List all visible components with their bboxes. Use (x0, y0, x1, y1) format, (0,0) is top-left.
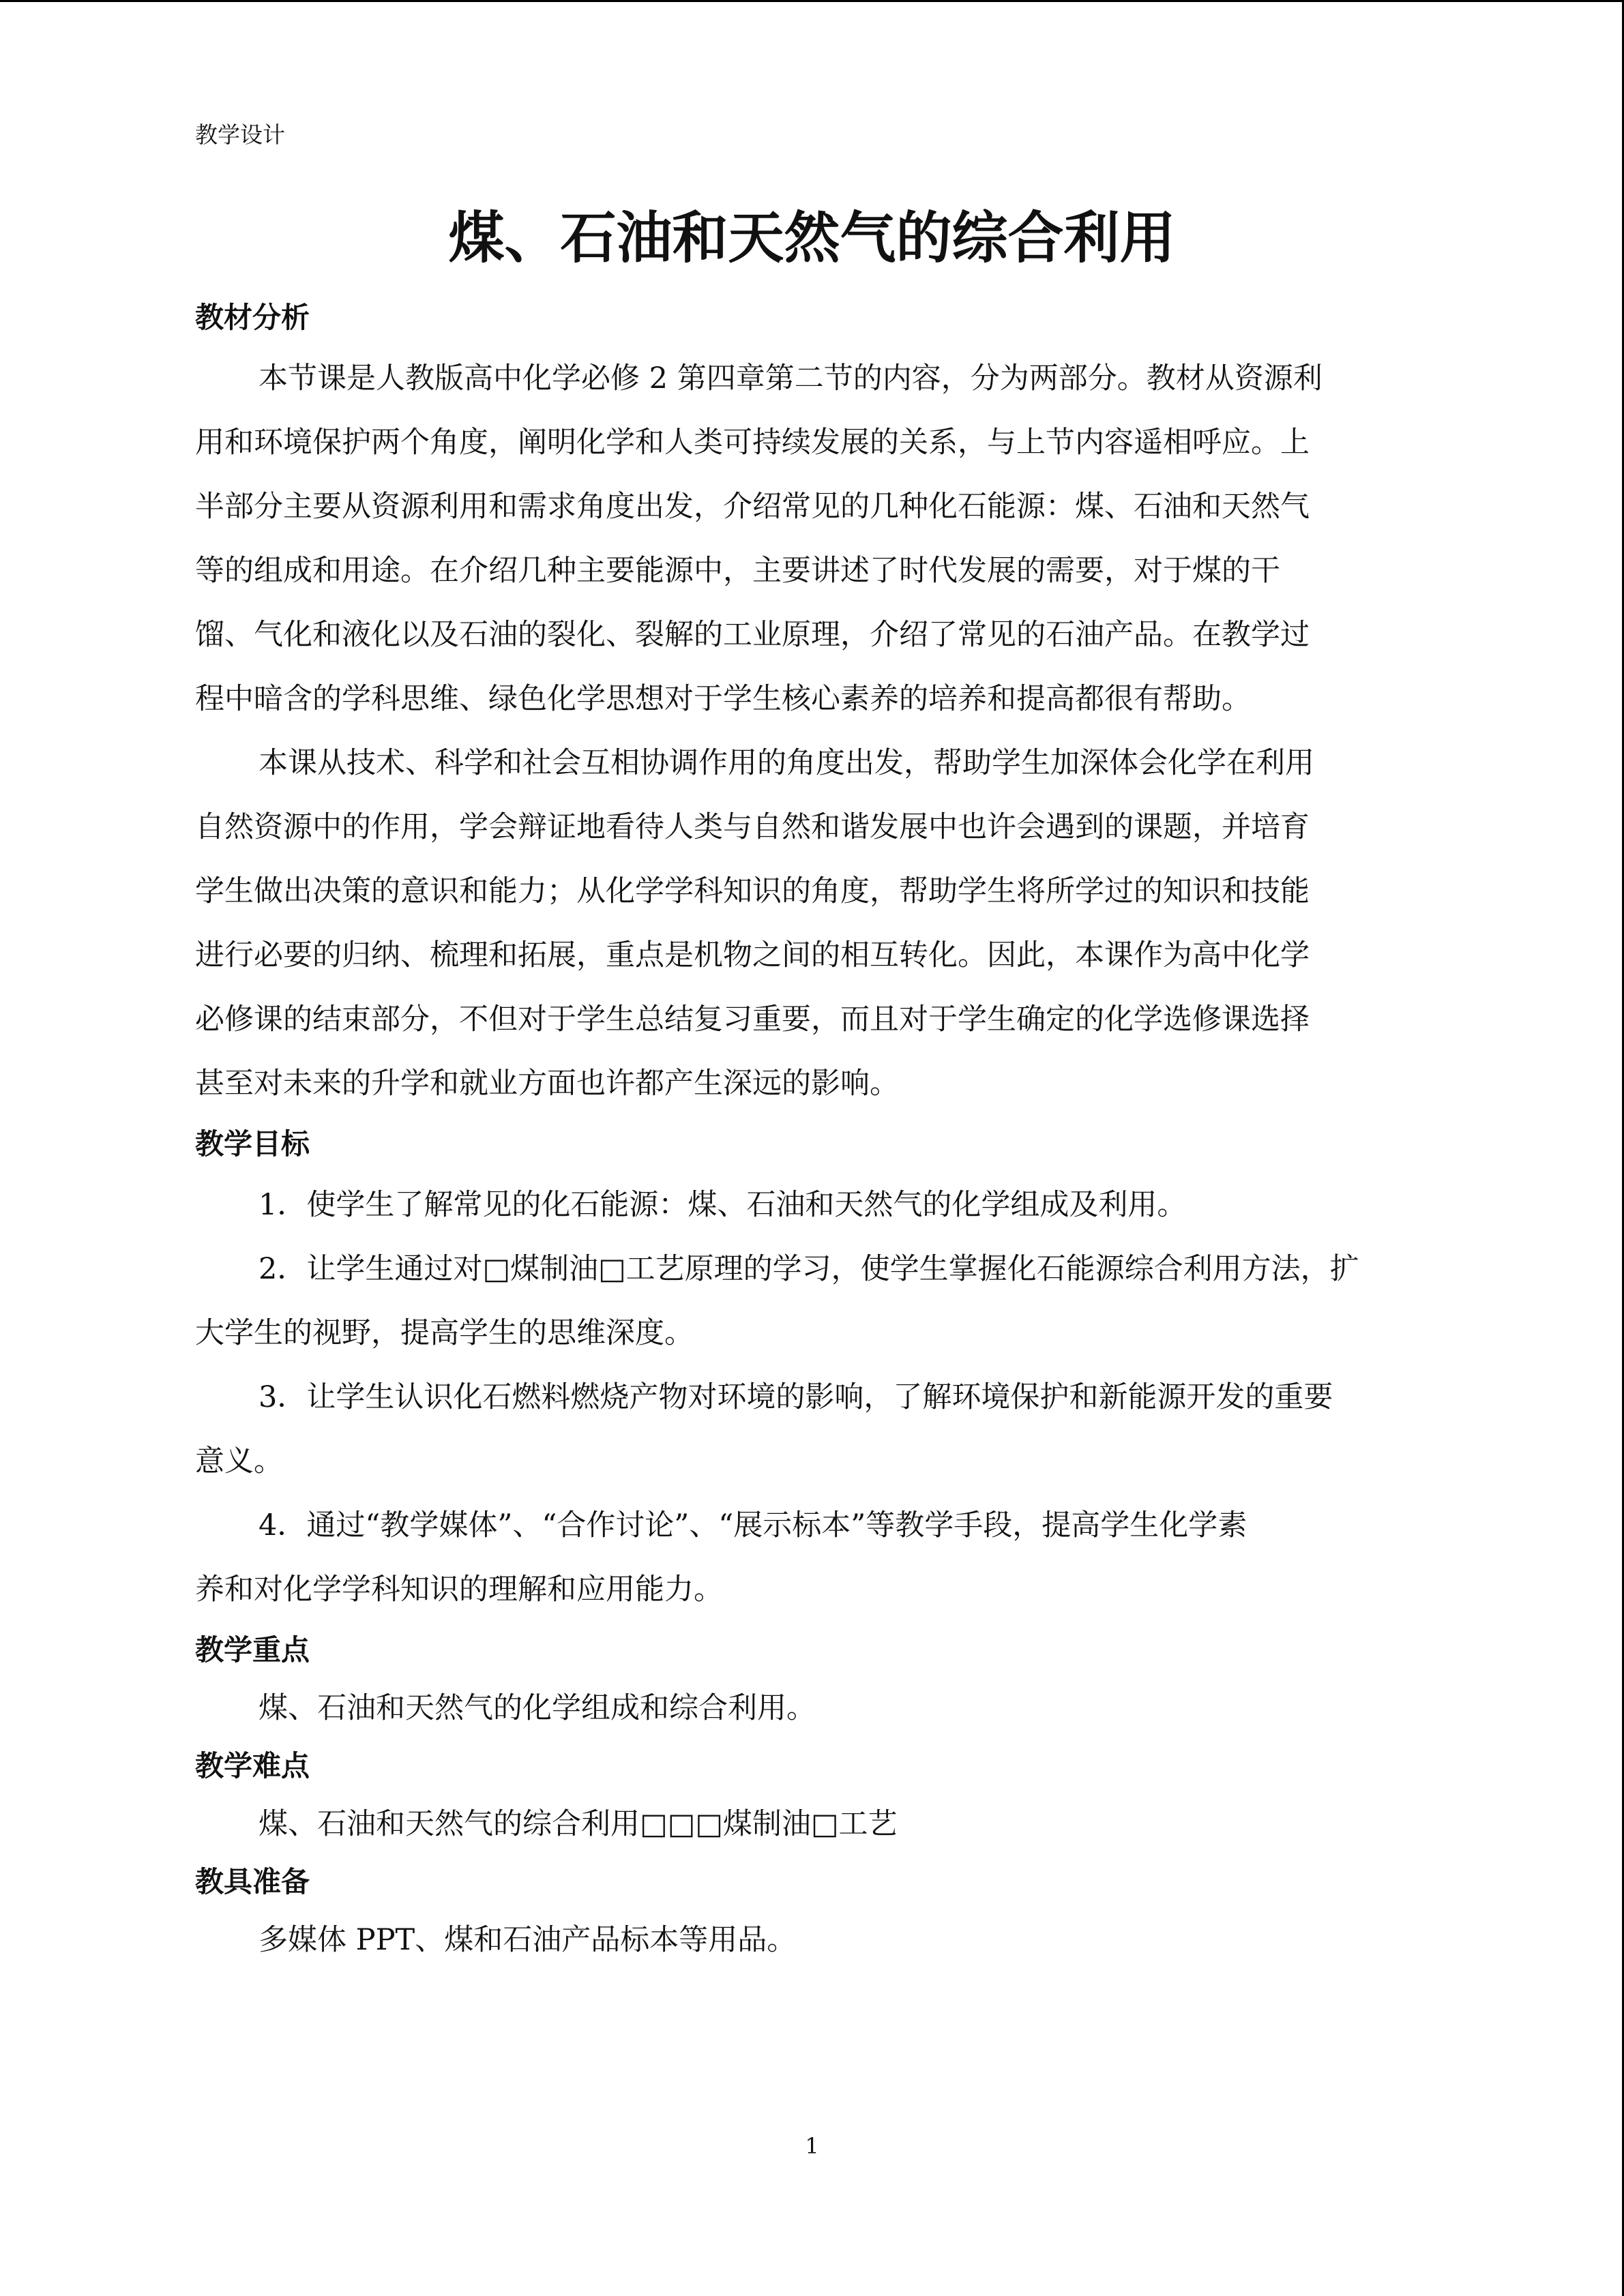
difficulties-text: 煤、石油和天然气的综合利用□□□煤制油□工艺 (259, 1807, 898, 1841)
text-line: 1．使学生了解常见的化石能源：煤、石油和天然气的化学组成及利用。 (259, 1188, 1187, 1222)
objective-item-3 (195, 1365, 1457, 1493)
objective-item-2 (195, 1237, 1457, 1365)
top-border-line (0, 0, 1624, 2)
text-line: 自然资源中的作用，学会辩证地看待人类与自然和谐发展中也许会遇到的课题，并培育 (195, 810, 1310, 844)
page-number: 1 (805, 2133, 819, 2159)
objective-item-1 (195, 1173, 1457, 1237)
analysis-paragraph-2 (195, 731, 1457, 1116)
text-line: 程中暗含的学科思维、绿色化学思想对于学生核心素养的培养和提高都很有帮助。 (195, 682, 1251, 716)
text-line: 本课从技术、科学和社会互相协调作用的角度出发，帮助学生加深体会化学在利用 (259, 746, 1314, 780)
text-line: 学生做出决策的意识和能力；从化学学科知识的角度，帮助学生将所学过的知识和技能 (195, 874, 1310, 908)
objective-item-4 (195, 1493, 1457, 1622)
text-line: 进行必要的归纳、梳理和拓展，重点是机物之间的相互转化。因此，本课作为高中化学 (195, 938, 1310, 972)
section-heading-materials: 教具准备 (195, 1865, 310, 1898)
text-line: 本节课是人教版高中化学必修 2 第四章第二节的内容，分为两部分。教材从资源利 (259, 361, 1323, 396)
text-line: 等的组成和用途。在介绍几种主要能源中，主要讲述了时代发展的需要，对于煤的干 (195, 554, 1280, 588)
text-line: 养和对化学学科知识的理解和应用能力。 (195, 1572, 723, 1607)
analysis-paragraph-1 (195, 346, 1457, 731)
section-heading-objectives: 教学目标 (195, 1127, 310, 1161)
text-line: 4．通过“教学媒体”、“合作讨论”、“展示标本”等教学手段，提高学生化学素 (259, 1508, 1247, 1542)
text-line: 半部分主要从资源利用和需求角度出发，介绍常见的几种化石能源：煤、石油和天然气 (195, 490, 1310, 524)
text-line: 必修课的结束部分，不但对于学生总结复习重要，而且对于学生确定的化学选修课选择 (195, 1002, 1310, 1037)
materials-text: 多媒体 PPT、煤和石油产品标本等用品。 (259, 1923, 797, 1957)
key-points-text: 煤、石油和天然气的化学组成和综合利用。 (259, 1691, 816, 1725)
section-heading-difficulties: 教学难点 (195, 1749, 310, 1783)
document-body (195, 289, 1457, 1969)
text-line: 馏、气化和液化以及石油的裂化、裂解的工业原理，介绍了常见的石油产品。在教学过 (195, 618, 1310, 652)
text-line: 大学生的视野，提高学生的思维深度。 (195, 1316, 694, 1350)
section-heading-key-points: 教学重点 (195, 1633, 310, 1667)
page-header: 教学设计 (195, 121, 285, 148)
text-line: 意义。 (195, 1444, 283, 1478)
text-line: 甚至对未来的升学和就业方面也许都产生深远的影响。 (195, 1067, 899, 1101)
text-line: 2．让学生通过对□煤制油□工艺原理的学习，使学生掌握化石能源综合利用方法，扩 (259, 1252, 1359, 1286)
page-title: 煤、石油和天然气的综合利用 (448, 206, 1176, 271)
text-line: 用和环境保护两个角度，阐明化学和人类可持续发展的关系，与上节内容遥相呼应。上 (195, 426, 1310, 460)
text-line: 3．让学生认识化石燃料燃烧产物对环境的影响，了解环境保护和新能源开发的重要 (259, 1380, 1333, 1414)
section-heading-analysis: 教材分析 (195, 301, 310, 334)
